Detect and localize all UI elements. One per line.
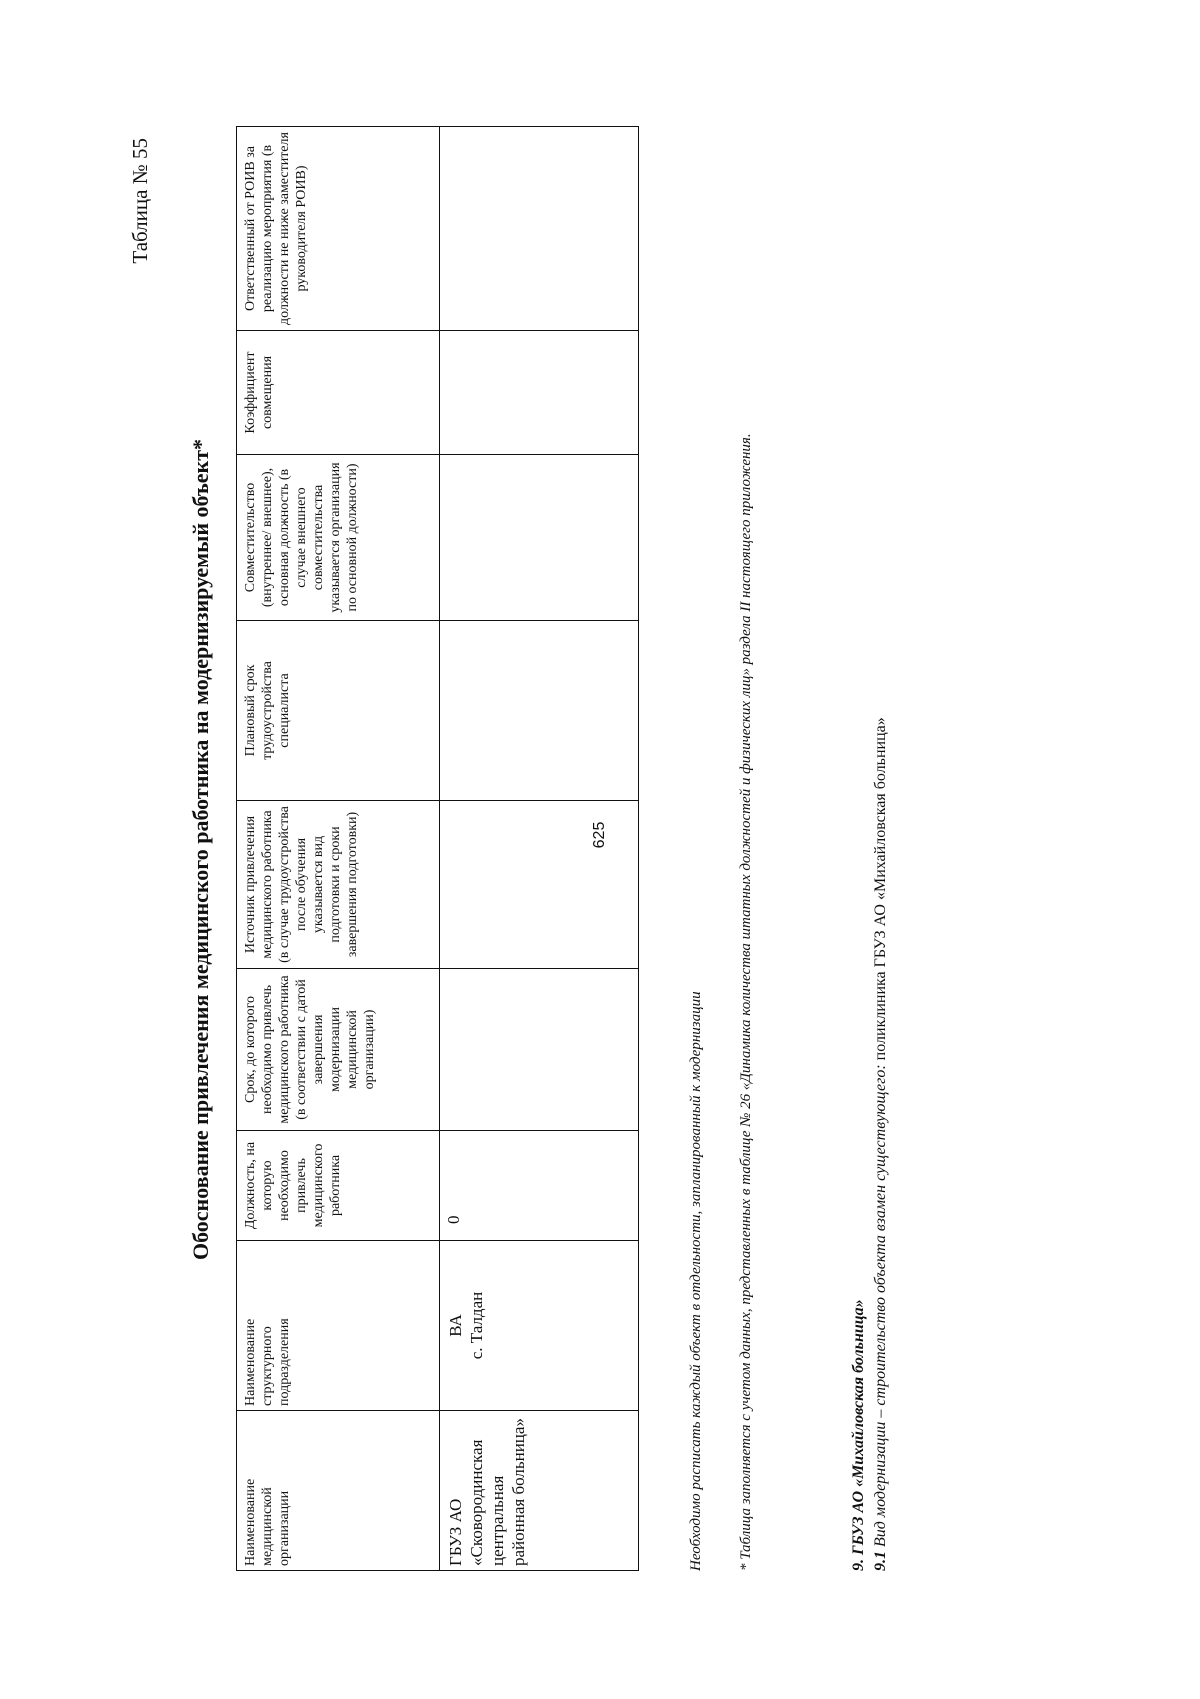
column-header-combination: Совместительство (внутреннее/ внешнее), основная должность (в случае внешнего совместительства указывается организация по основной должности) xyxy=(237,455,440,621)
cell-position: 0 xyxy=(440,1131,639,1241)
cell-unit xyxy=(440,1241,639,1411)
column-header-responsible: Ответственный от РОИВ за реализацию мероприятия (в должности не ниже заместителя руководителя РОИВ) xyxy=(237,127,440,331)
cell-unit-line1: ВА xyxy=(446,1314,465,1337)
subsection-number: 9.1 xyxy=(872,1551,889,1571)
cell-unit-line2: с. Талдан xyxy=(467,1291,486,1360)
cell-org: ГБУЗ АО «Сковородинская центральная районная больница» xyxy=(440,1411,639,1571)
table-number: Таблица № 55 xyxy=(128,138,152,264)
column-header-unit: Наименование структурного подразделения xyxy=(237,1241,440,1411)
subsection-label: Вид модернизации – строительство объекта взамен существующего: xyxy=(872,1064,889,1547)
footnote: * Таблица заполняется с учетом данных, представленных в таблице № 26 «Динамика количества штатных должностей и физических лиц» раздела II настоящего приложения. xyxy=(738,433,754,1571)
subsection-value: поликлиника ГБУЗ АО «Михайловская больница» xyxy=(872,717,889,1061)
column-header-deadline: Срок, до которого необходимо привлечь медицинского работника (в соответствии с датой завершения модернизации медицинской организации) xyxy=(237,969,440,1131)
justification-table xyxy=(236,126,639,1571)
cell-responsible xyxy=(440,127,639,331)
column-header-source: Источник привлечения медицинского работника (в случае трудоустройства после обучения указывается вид подготовки и сроки завершения подготовки) xyxy=(237,801,440,969)
table-header-row xyxy=(237,127,440,1571)
cell-deadline xyxy=(440,969,639,1131)
column-header-coefficient: Коэффициент совмещения xyxy=(237,331,440,455)
cell-source xyxy=(440,801,639,969)
cell-planned-date xyxy=(440,621,639,801)
section-block xyxy=(848,717,892,1571)
column-header-org: Наименование медицинской организации xyxy=(237,1411,440,1571)
page-number: 625 xyxy=(591,821,608,849)
table-row xyxy=(440,127,639,1571)
document-title: Обоснование привлечения медицинского работника на модернизируемый объект* xyxy=(188,438,213,1261)
column-header-position: Должность, на которую необходимо привлечь медицинского работника xyxy=(237,1131,440,1241)
section-heading: 9. ГБУЗ АО «Михайловская больница» xyxy=(850,1299,867,1571)
note-text: Необходимо расписать каждый объект в отдельности, запланированный к модернизации xyxy=(688,991,704,1571)
subsection-line xyxy=(870,717,892,1571)
column-header-planned-date: Плановый срок трудоустройства специалиста xyxy=(237,621,440,801)
cell-coefficient xyxy=(440,331,639,455)
cell-combination xyxy=(440,455,639,621)
